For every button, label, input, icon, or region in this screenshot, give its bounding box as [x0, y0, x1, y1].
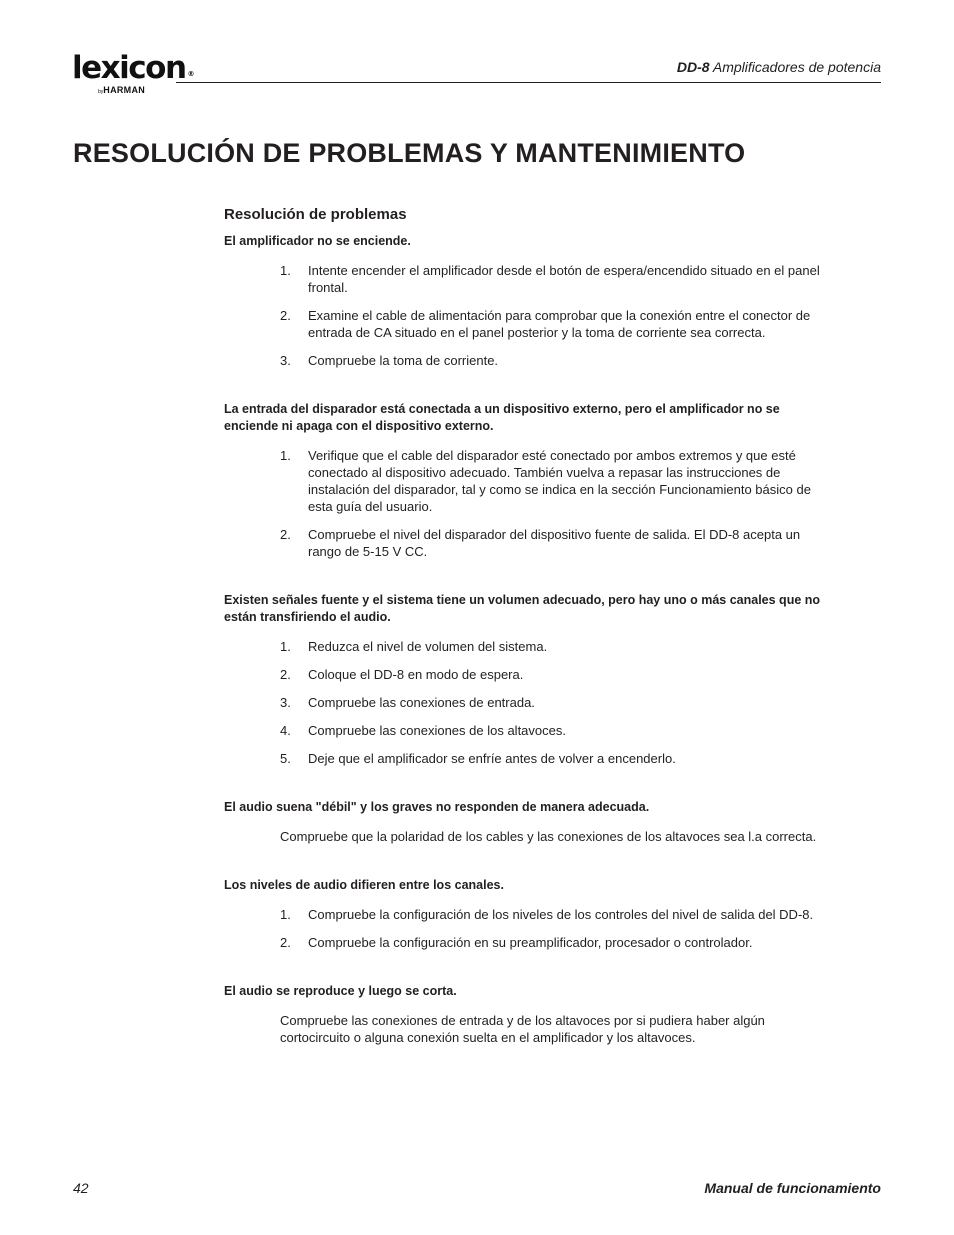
issue-heading: Los niveles de audio difieren entre los canales.: [224, 878, 504, 892]
step-number: 3.: [280, 695, 291, 710]
step-number: 2.: [280, 527, 291, 542]
step-text: Compruebe la configuración en su preamplificador, procesador o controlador.: [308, 935, 753, 950]
step-item: [224, 307, 824, 341]
issue-heading: El audio suena "débil" y los graves no responden de manera adecuada.: [224, 800, 650, 814]
step-number: 1.: [280, 907, 291, 922]
issue-text: Compruebe que la polaridad de los cables y las conexiones de los altavoces sea l.a correcta.: [280, 829, 817, 844]
issue-block: [224, 233, 824, 369]
step-item: [224, 694, 824, 711]
step-number: 1.: [280, 448, 291, 463]
step-number: 2.: [280, 935, 291, 950]
step-text: Verifique que el cable del disparador esté conectado por ambos extremos y que esté conectado al dispositivo adecuado. También vuelva a repasar las instrucciones de instalación del disparador, tal y como se indica en la sección Funcionamiento básico de esta guía del usuario.: [308, 448, 811, 514]
step-text: Compruebe las conexiones de entrada.: [308, 695, 535, 710]
step-number: 5.: [280, 751, 291, 766]
step-text: Examine el cable de alimentación para comprobar que la conexión entre el conector de entrada de CA situado en el panel posterior y la toma de corriente sea correcta.: [308, 308, 811, 340]
step-item: [224, 750, 824, 767]
page-title: RESOLUCIÓN DE PROBLEMAS Y MANTENIMIENTO: [73, 138, 746, 168]
issue-block: [224, 401, 824, 560]
manual-title: Manual de funcionamiento: [704, 1180, 881, 1196]
troubleshooting-content: [224, 206, 824, 1078]
logo-wordmark: lexicon: [72, 50, 186, 86]
step-number: 1.: [280, 639, 291, 654]
issue-block: [224, 592, 824, 767]
step-item: [224, 638, 824, 655]
issues-list: [224, 233, 824, 1046]
page-number: 42: [73, 1180, 89, 1196]
header-title: [677, 59, 881, 75]
step-text: Compruebe las conexiones de los altavoces.: [308, 723, 566, 738]
step-text: Intente encender el amplificador desde el botón de espera/encendido situado en el panel frontal.: [308, 263, 820, 295]
step-number: 3.: [280, 353, 291, 368]
header-subtitle: Amplificadores de potencia: [712, 59, 881, 75]
logo-parent-brand: HARMAN: [103, 85, 146, 95]
issue-block: [224, 799, 824, 845]
step-text: Reduzca el nivel de volumen del sistema.: [308, 639, 548, 654]
step-number: 2.: [280, 308, 291, 323]
step-text: Compruebe la toma de corriente.: [308, 353, 499, 368]
issue-block: [224, 877, 824, 951]
section-heading: Resolución de problemas: [224, 206, 407, 223]
step-item: [224, 666, 824, 683]
step-item: [224, 447, 824, 515]
header-model: DD-8: [676, 59, 710, 75]
steps-list: [224, 447, 824, 560]
steps-list: [224, 638, 824, 767]
step-text: Compruebe el nivel del disparador del dispositivo fuente de salida. El DD-8 acepta un rango de 5-15 V CC.: [308, 527, 801, 559]
issue-block: [224, 983, 824, 1046]
logo-by: by: [98, 89, 104, 95]
step-text: Coloque el DD-8 en modo de espera.: [308, 667, 524, 682]
step-item: [224, 262, 824, 296]
issue-heading: Existen señales fuente y el sistema tiene un volumen adecuado, pero hay uno o más canales que no están transfiriendo el audio.: [224, 593, 821, 624]
steps-list: [224, 906, 824, 951]
issue-text: Compruebe las conexiones de entrada y de los altavoces por si pudiera haber algún cortocircuito o alguna conexión suelta en el amplificador y los altavoces.: [280, 1013, 765, 1045]
issue-heading: El amplificador no se enciende.: [224, 234, 411, 248]
step-text: Deje que el amplificador se enfríe antes de volver a encenderlo.: [308, 751, 676, 766]
step-item: [224, 906, 824, 923]
logo-registered-mark: ®: [187, 70, 195, 78]
step-text: Compruebe la configuración de los niveles de los controles del nivel de salida del DD-8.: [308, 907, 814, 922]
steps-list: [224, 262, 824, 369]
step-item: [224, 352, 824, 369]
step-number: 4.: [280, 723, 291, 738]
step-item: [224, 722, 824, 739]
header-rule: [176, 82, 881, 83]
step-number: 1.: [280, 263, 291, 278]
step-number: 2.: [280, 667, 291, 682]
lexicon-logo: [72, 50, 195, 96]
issue-heading: El audio se reproduce y luego se corta.: [224, 984, 457, 998]
issue-heading: La entrada del disparador está conectada a un dispositivo externo, pero el amplificador no se enciende ni apaga con el dispositivo externo.: [224, 402, 780, 433]
step-item: [224, 526, 824, 560]
step-item: [224, 934, 824, 951]
